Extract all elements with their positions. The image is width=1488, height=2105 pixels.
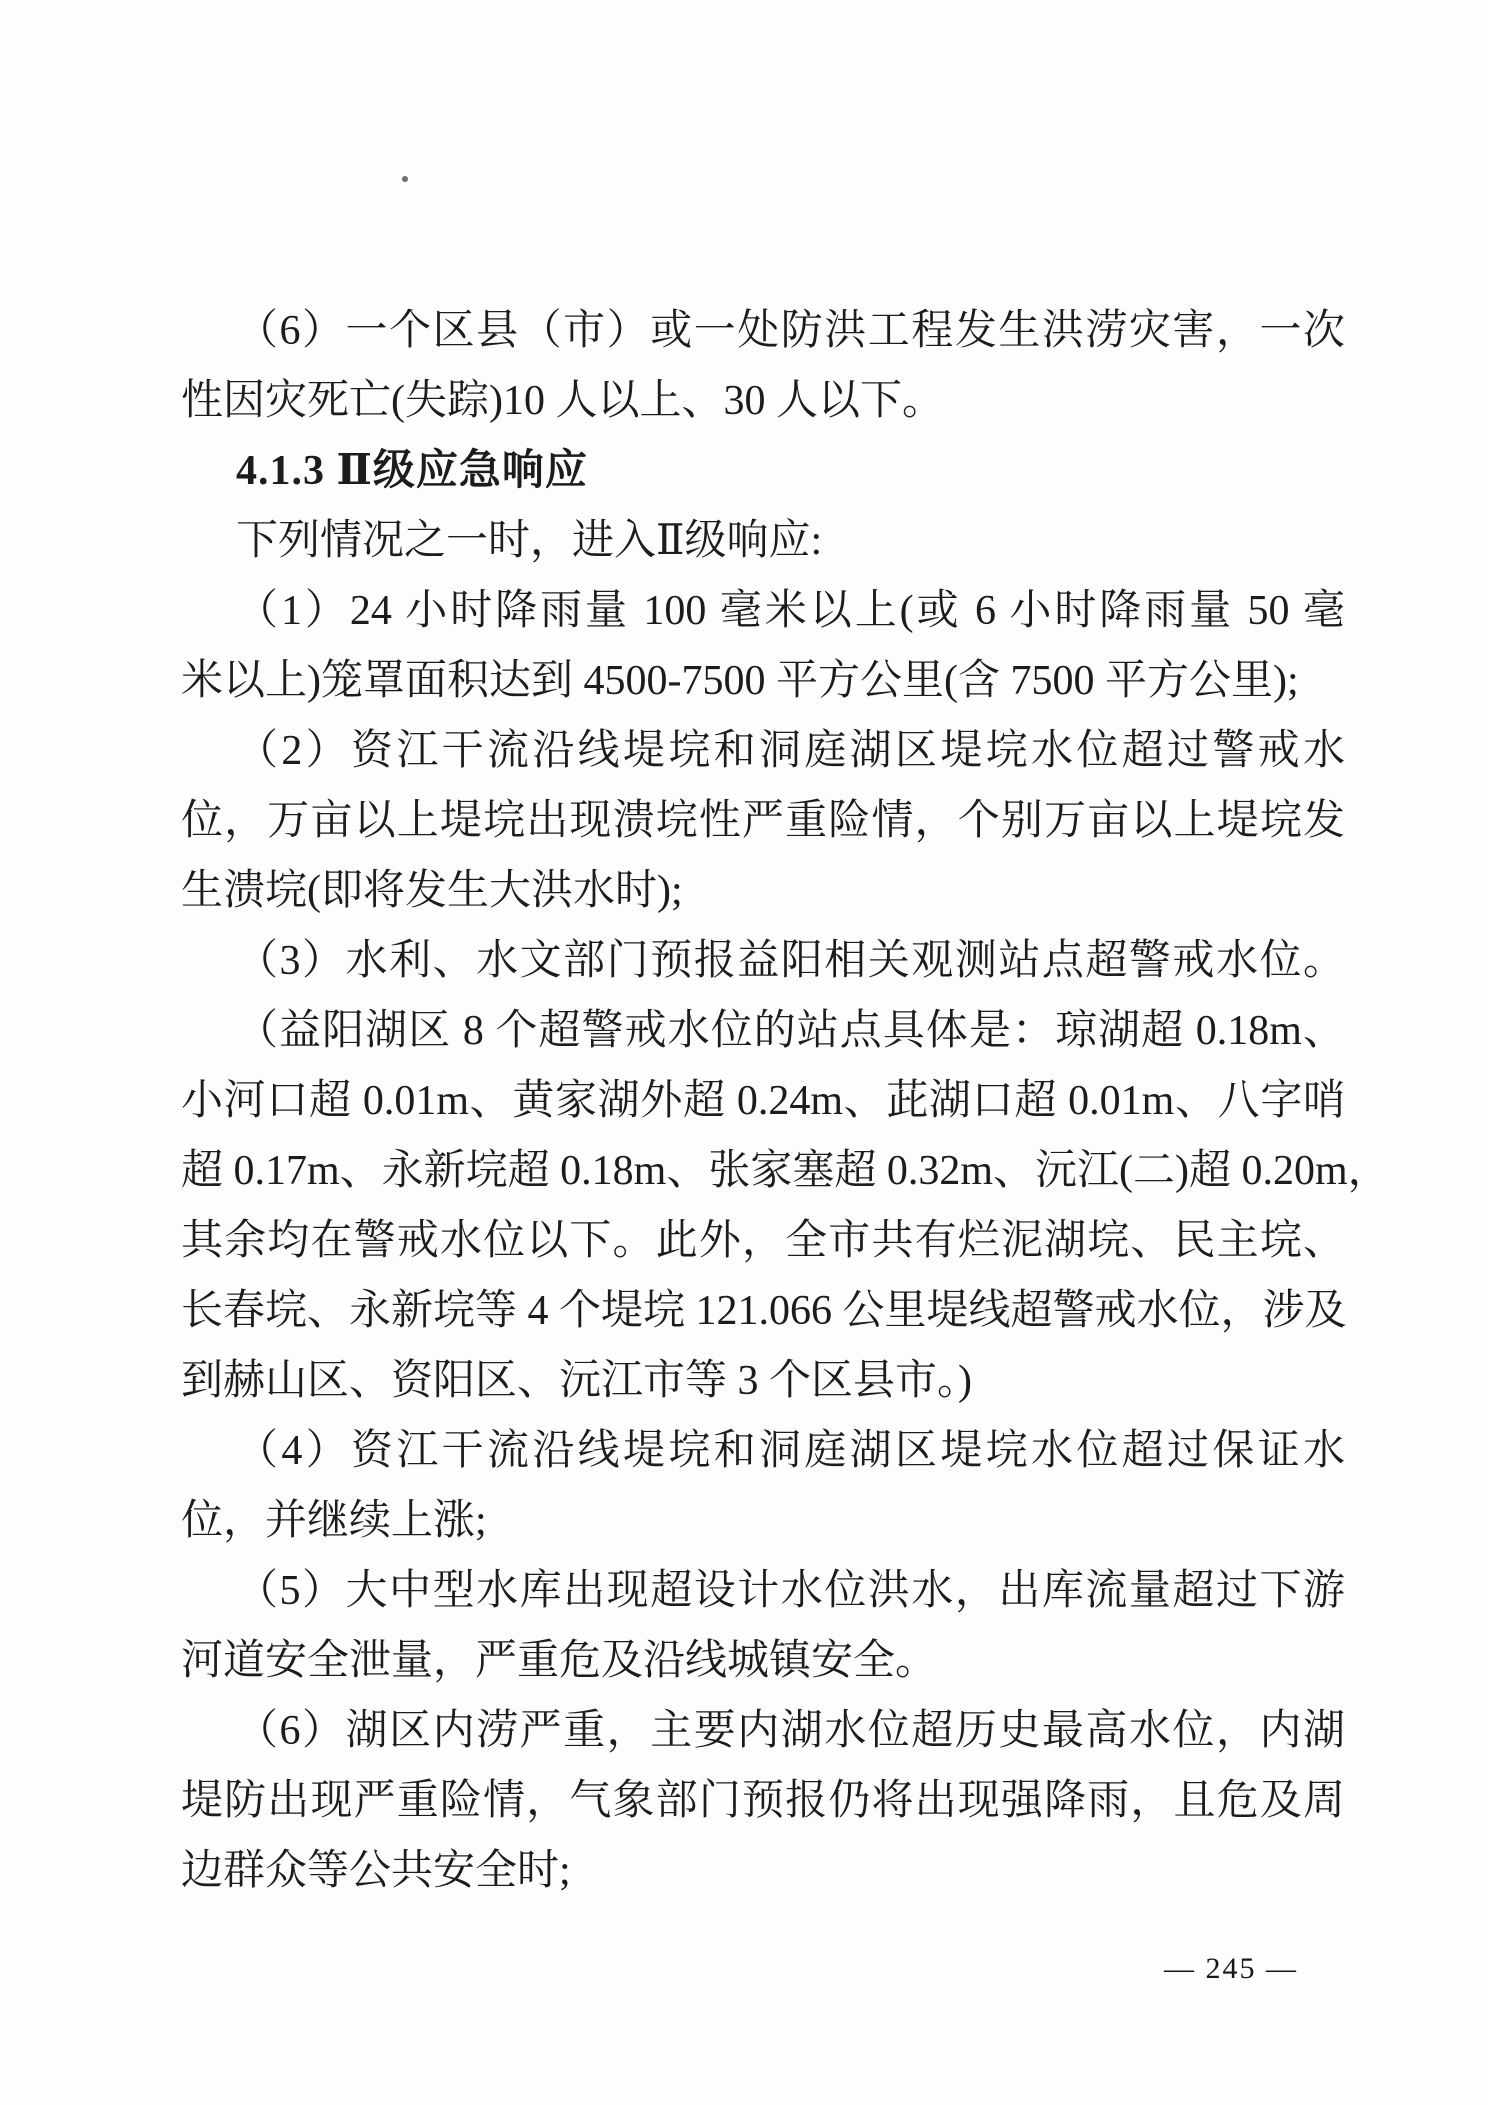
text-line: 生溃垸(即将发生大洪水时); — [181, 868, 683, 914]
text-line: （3）水利、水文部门预报益阳相关观测站点超警戒水位。 — [236, 938, 1345, 984]
text-line: 河道安全泄量，严重危及沿线城镇安全。 — [181, 1638, 938, 1684]
page-number: — 245 — — [1164, 1952, 1298, 1985]
text-line: 下列情况之一时，进入Ⅱ级响应: — [236, 518, 823, 564]
text-line: 米以上)笼罩面积达到 4500-7500 平方公里(含 7500 平方公里); — [181, 658, 1299, 704]
text-line: 堤防出现严重险情，气象部门预报仍将出现强降雨，且危及周 — [181, 1778, 1345, 1824]
text-line: 位，万亩以上堤垸出现溃垸性严重险情，个别万亩以上堤垸发 — [181, 798, 1345, 844]
text-line: （6）一个区县（市）或一处防洪工程发生洪涝灾害，一次 — [236, 308, 1345, 354]
scan-dot-artifact — [402, 176, 408, 182]
text-line: 其余均在警戒水位以下。此外，全市共有烂泥湖垸、民主垸、 — [181, 1218, 1345, 1264]
text-line: 边群众等公共安全时; — [181, 1848, 571, 1894]
paragraph-intro — [181, 506, 1345, 576]
text-line: 位，并继续上涨; — [181, 1498, 487, 1544]
paragraph-item-6 — [181, 1696, 1345, 1906]
paragraph-item-4 — [181, 1416, 1345, 1556]
paragraph-prev-item-6 — [181, 296, 1345, 436]
text-line: （4）资江干流沿线堤垸和洞庭湖区堤垸水位超过保证水 — [236, 1428, 1345, 1474]
text-line: （6）湖区内涝严重，主要内湖水位超历史最高水位，内湖 — [236, 1708, 1345, 1754]
paragraph-item-2 — [181, 716, 1345, 926]
section-heading-4-1-3 — [181, 436, 1345, 506]
text-line: （益阳湖区 8 个超警戒水位的站点具体是：琼湖超 0.18m、 — [236, 1008, 1345, 1054]
text-line: （1）24 小时降雨量 100 毫米以上(或 6 小时降雨量 50 毫 — [236, 588, 1345, 634]
paragraph-item-5 — [181, 1556, 1345, 1696]
text-line: 到赫山区、资阳区、沅江市等 3 个区县市。) — [181, 1358, 972, 1404]
text-line: 性因灾死亡(失踪)10 人以上、30 人以下。 — [181, 378, 944, 424]
paragraph-station-note — [181, 996, 1390, 1416]
document-text-block — [181, 296, 1390, 1906]
text-line: （2）资江干流沿线堤垸和洞庭湖区堤垸水位超过警戒水 — [236, 728, 1345, 774]
text-line: （5）大中型水库出现超设计水位洪水，出库流量超过下游 — [236, 1568, 1345, 1614]
paragraph-item-1 — [181, 576, 1345, 716]
text-line: 小河口超 0.01m、黄家湖外超 0.24m、茈湖口超 0.01m、八字哨 — [181, 1078, 1345, 1124]
section-heading: 4.1.3 Ⅱ级应急响应 — [236, 448, 588, 494]
text-line: 长春垸、永新垸等 4 个堤垸 121.066 公里堤线超警戒水位，涉及 — [181, 1288, 1347, 1334]
text-line: 超 0.17m、永新垸超 0.18m、张家塞超 0.32m、沅江(二)超 0.20m， — [181, 1148, 1390, 1194]
paragraph-item-3 — [181, 926, 1345, 996]
